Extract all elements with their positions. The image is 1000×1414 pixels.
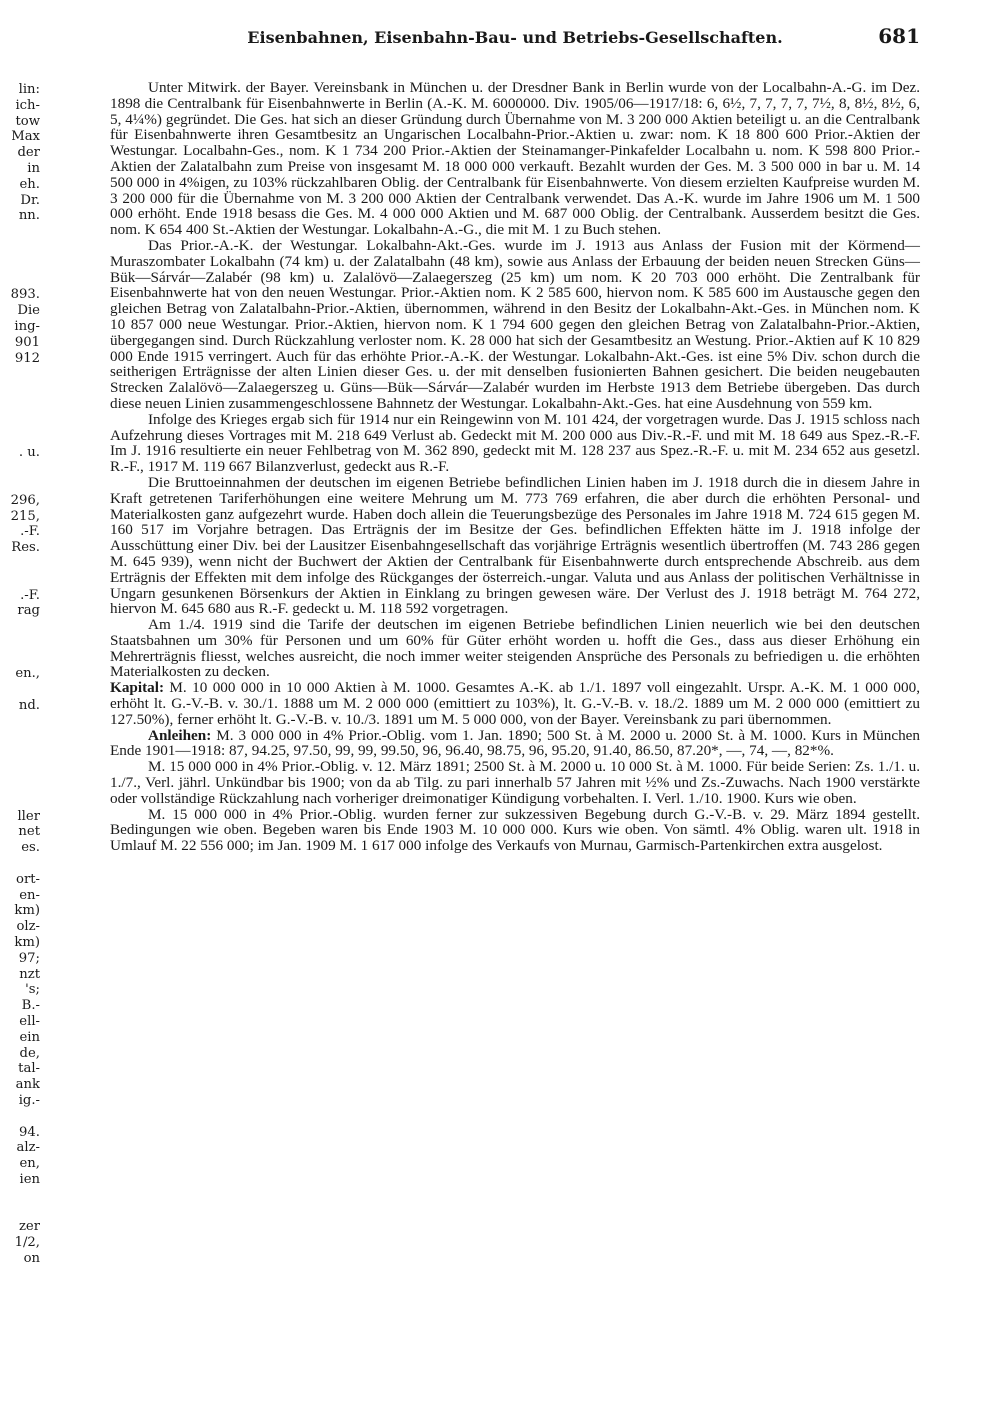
paragraph: Unter Mitwirk. der Bayer. Vereinsbank in München u. der Dresdner Bank in Berlin wurde von der Localbahn-A.-G. im Dez. 1898 die Centralbank für Eisenbahnwerte in Berlin (A.-K. M. 6000000. Div. 1905/06—1917/18: 6, 6½, 7, 7, 7, 7, 7½, 8, 8½, 8½, 6, 5, 4¼%) gegründet. Die Ges. hat sich an dieser Gründung durch Übernahme von M. 3 200 000 Aktien beteiligt u. an die Centralbank für Eisenbahnwerte ihren Gesamtbesitz an Ungarischen Localbahn-Prior.-Aktien u. zwar: nom. K 18 800 600 Prior.-Aktien der Westungar. Localbahn-Ges., nom. K 1 734 200 Prior.-Aktien der Steinamanger-Pinkafelder Localbahn u. nom. K 598 800 Prior.-Aktien der Zalatalbahn zum Preise von insgesamt M. 18 000 000 verkauft. Bezahlt wurden der Ges. M. 3 500 000 in bar u. M. 14 500 000 in 4%igen, zu 103% rückzahlbaren Oblig. der Centralbank für Eisenbahnwerte. Von diesem erzielten Kaufpreise wurden M. 3 200 000 für die Übernahme von M. 3 200 000 Aktien der Centralbank verwendet. Das A.-K. wurde im Jahre 1906 um M. 1 500 000 erhöht. Ende 1918 besass die Ges. M. 4 000 000 Aktien und M. 687 000 Oblig. der Centralbank. Ausserdem besitzt die Ges. nom. K 654 400 St.-Aktien der Westungar. Lokalbahn-A.-G., die mit M. 1 zu Buch stehen.: [110, 79, 920, 239]
margin-fragment: rag: [17, 603, 40, 619]
margin-fragment: [0, 1204, 40, 1220]
margin-fragment: ell-: [19, 1014, 40, 1030]
section-text: M. 3 000 000 in 4% Prior.-Oblig. vom 1. Jan. 1890; 500 St. à M. 2000 u. 2000 St. à M. 1000. Kurs in München Ende 1901—1918: 87, 94.25, 97.50, 99, 99, 99.50, 96, 96.40, 98.75, 96, 95.20, 91.40, 86.50, 87.20*, —, 74, —, 82*%.: [110, 726, 921, 760]
paragraph: Am 1./4. 1919 sind die Tarife der deutschen im eigenen Betriebe befindlichen Linien neuerlich wie bei den deutschen Staatsbahnen um 30% für Personen und um 60% für Güter erhöht worden u. hofft die Ges., dass aus dieser Erhöhung ein Mehrerträgnis fliesst, welches ausreicht, die noch immer weiter steigenden Ansprüche des Personals zu befriedigen u. die erhöhten Materialkosten zu decken.: [110, 616, 920, 681]
margin-fragment: [0, 730, 40, 746]
margin-fragment: de,: [19, 1045, 40, 1061]
margin-fragment: 's;: [25, 982, 40, 998]
margin-fragment: ort-: [16, 871, 40, 887]
margin-fragment: Die: [17, 303, 40, 319]
margin-fragment: [0, 556, 40, 572]
margin-fragment: [0, 793, 40, 809]
margin-fragment: nn.: [18, 208, 40, 224]
margin-fragment: [0, 414, 40, 430]
margin-fragment: Res.: [11, 540, 40, 556]
margin-fragment: 97;: [18, 950, 40, 966]
paragraph: Das Prior.-A.-K. der Westungar. Lokalbahn-Akt.-Ges. wurde im J. 1913 aus Anlass der Fusion mit der Körmend—Muraszombater Lokalbahn (74 km) u. der Zalatalbahn (48 km), sowie aus Anlass der Erbauung der beiden neuen Strecken Güns—Bük—Sárvár—Zalabér (98 km) u. Zalalövö—Zalaegerszeg (25 km) um nom. K 20 703 000 erhöht. Die Zentralbank für Eisenbahnwerte hat von den neuen Westungar. Prior.-Aktien nom. K 2 585 600, hiervon nom. K 585 600 im Austausche gegen den gleichen Betrag von Zalatalbahn-Prior.-Aktien, übernommen, während in den Besitz der Lokalbahn-Akt.-Ges. in München nom. K 10 857 000 neue Westungar. Prior.-Aktien, hiervon nom. K 1 794 600 gegen den gleichen Betrag von Zalatalbahn-Prior.-Aktien, übergegangen sind. Durch Rückzahlung verloster nom. K. 28 000 hat sich der Gesamtbesitz an Westung. Prior.-Aktien auf K 10 829 000 Ende 1915 verringert. Auch für das erhöhte Prior.-A.-K. der Westungar. Lokalbahn-Akt.-Ges. ist eine 5% Div. schon durch die seitherigen Erträgnisse der alten Linien dieser Ges. u. der mit denselben fusionierten Bahnen gesichert. Die beiden neugebauten Strecken Zalalövö—Zalaegerszeg u. Güns—Bük—Sárvár—Zalabér wurden im Herbste 1913 dem Betriebe übergeben. Das durch diese neuen Linien zusammengeschlossene Bahnnetz der Westungar. Lokalbahn-Akt.-Ges. hat eine Ausdehnung von 559 km.: [110, 236, 920, 412]
margin-fragment: . u.: [18, 445, 40, 461]
margin-fragment: 901: [14, 334, 40, 350]
margin-fragment: [0, 224, 40, 240]
margin-fragment: [0, 240, 40, 256]
margin-fragment: en-: [19, 887, 40, 903]
paragraph: Infolge des Krieges ergab sich für 1914 nur ein Reingewinn von M. 101 424, der vorgetragen wurde. Das J. 1915 schloss nach Aufzehrung dieses Vortrages mit M. 218 649 Verlust ab. Gedeckt mit M. 200 000 aus Div.-R.-F. und mit M. 18 649 aus Spez.-R.-F. Im J. 1916 resultierte ein neuer Fehlbetrag von M. 362 890, gedeckt mit M. 128 237 aus Spez.-R.-F. u. mit M. 234 652 aus gesetzl. R.-F., 1917 M. 119 667 Bilanzverlust, gedeckt aus R.-F.: [110, 410, 920, 476]
margin-fragment: [0, 382, 40, 398]
section-label: Anleihen:: [148, 726, 212, 744]
margin-fragment: net: [18, 824, 40, 840]
margin-fragment: der: [17, 145, 40, 161]
section-label: Kapital:: [110, 679, 165, 697]
margin-fragment: zer: [18, 1219, 40, 1235]
margin-fragment: in: [27, 160, 40, 176]
margin-fragment: [0, 777, 40, 793]
margin-fragment: ien: [19, 1171, 40, 1187]
margin-fragment: olz-: [16, 919, 40, 935]
margin-fragment: km): [14, 935, 40, 951]
margin-fragment: 893.: [10, 287, 40, 303]
running-header: Eisenbahnen, Eisenbahn-Bau- und Betriebs-Gesellschaften.: [247, 28, 783, 47]
margin-fragment: [0, 761, 40, 777]
margin-fragment: km): [14, 903, 40, 919]
margin-fragment: ing-: [14, 318, 40, 334]
kapital-paragraph: [110, 680, 920, 727]
margin-fragment: .-F.: [20, 524, 40, 540]
margin-fragment: [0, 461, 40, 477]
margin-fragment: [0, 572, 40, 588]
margin-fragment: ich-: [15, 97, 40, 113]
margin-fragment: Max: [11, 129, 40, 145]
margin-fragment: [0, 714, 40, 730]
section-text: M. 10 000 000 in 10 000 Aktien à M. 1000. Gesamtes A.-K. ab 1./1. 1897 voll eingezahlt. Urspr. A.-K. M. 1 000 000, erhöht lt. G.-V.-B. v. 30./1. 1888 um M. 2 000 000 (emittiert zu 103%), lt. G.-V.-B. v. 18./2. 1889 um M. 2 000 000 (emittiert zu 127.50%), ferner erhöht lt. G.-V.-B. v. 10./3. 1891 um M. 5 000 000, von der Bayer. Vereinsbank zu pari übernommen.: [110, 679, 920, 728]
page-number: 681: [878, 24, 920, 48]
margin-fragment: on: [23, 1250, 40, 1266]
margin-fragment: [0, 635, 40, 651]
paragraph: M. 15 000 000 in 4% Prior.-Oblig. v. 12. März 1891; 2500 St. à M. 2000 u. 10 000 St. à M. 1000. Für beide Serien: Zs. 1./1. u. 1./7., Verl. jährl. Unkündbar bis 1900; von da ab Tilg. zu pari innerhalb 57 Jahren mit ½% und Zs.-Zuwachs. Nach 1900 verstärkte oder vollständige Rückzahlung nach vorheriger dreimonatiger Kündigung vorbehalten. I. Verl. 1./10. 1900. Kurs wie oben.: [110, 758, 920, 807]
margin-fragment: .-F.: [20, 587, 40, 603]
anleihen-paragraph: [110, 728, 920, 760]
margin-fragment: [0, 682, 40, 698]
margin-fragment: [0, 366, 40, 382]
margin-fragment: [0, 256, 40, 272]
margin-fragment: ein: [19, 1029, 40, 1045]
margin-fragment: [0, 651, 40, 667]
margin-fragment: nzt: [19, 966, 40, 982]
margin-fragment: [0, 1188, 40, 1204]
margin-fragment: tal-: [18, 1061, 40, 1077]
margin-fragment: [0, 430, 40, 446]
margin-fragment: 296,: [10, 492, 40, 508]
margin-fragment: [0, 398, 40, 414]
margin-fragment: 1/2,: [14, 1235, 40, 1251]
margin-fragment: [0, 619, 40, 635]
margin-fragment: 215,: [10, 508, 40, 524]
left-margin-column: [0, 82, 40, 1267]
margin-fragment: tow: [15, 113, 40, 129]
margin-fragment: es.: [21, 840, 40, 856]
paragraph: Die Bruttoeinnahmen der deutschen im eigenen Betriebe befindlichen Linien haben im J. 1918 durch die in diesem Jahre in Kraft getretenen Tariferhöhungen eine weitere Mehrung um M. 773 769 erfahren, die aber durch die erhöhten Personal- und Materialkosten ganz aufgezehrt wurde. Haben doch allein die Teuerungsbezüge des Personales im Jahre 1918 M. 724 615 gegen M. 160 517 im Vorjahre betragen. Das Erträgnis der im Besitze der Ges. befindlichen Effekten hätte im J. 1918 infolge der Ausschüttung einer Div. bei der Lausitzer Eisenbahngesellschaft das vorjährige Erträgnis wesentlich übertroffen (M. 743 286 gegen M. 645 939), wenn nicht der Buchwert der Aktien der Centralbank für Eisenbahnwerte durch entsprechende Abschreib. aus dem Erträgnis der Effekten mit dem infolge des Rückganges der österreich.-ungar. Valuta und aus Anlass der politischen Verhältnisse in Ungarn gesunkenen Börsenkurs der Aktien in Einklang zu bringen gewesen wäre. Der Verlust des J. 1918 beträgt M. 764 272, hiervon M. 645 680 aus R.-F. gedeckt u. M. 118 592 vorgetragen.: [110, 473, 920, 618]
margin-fragment: [0, 1109, 40, 1125]
margin-fragment: lin:: [18, 82, 40, 97]
margin-fragment: nd.: [18, 698, 40, 714]
margin-fragment: en,: [19, 1156, 40, 1172]
body-text: [110, 80, 920, 854]
margin-fragment: alz-: [16, 1140, 40, 1156]
margin-fragment: eh.: [19, 176, 40, 192]
margin-fragment: ller: [17, 808, 40, 824]
margin-fragment: [0, 477, 40, 493]
margin-fragment: en.,: [15, 666, 40, 682]
margin-fragment: 94.: [19, 1124, 40, 1140]
paragraph: M. 15 000 000 in 4% Prior.-Oblig. wurden ferner zur sukzessiven Begebung durch G.-V.-B. v. 29. März 1894 gestellt. Bedingungen wie oben. Begeben waren bis Ende 1903 M. 10 000 000. Kurs wie oben. Von sämtl. 4% Oblig. waren ult. 1918 in Umlauf M. 22 556 000; im Jan. 1909 M. 1 617 000 infolge des Verkaufs von Murnau, Garmisch-Partenkirchen extra ausgelost.: [110, 805, 920, 855]
margin-fragment: B.-: [21, 998, 40, 1014]
margin-fragment: [0, 745, 40, 761]
margin-fragment: [0, 272, 40, 288]
margin-fragment: [0, 856, 40, 872]
margin-fragment: 912: [14, 350, 40, 366]
margin-fragment: ank: [15, 1077, 40, 1093]
margin-fragment: Dr.: [20, 192, 40, 208]
margin-fragment: ig.-: [18, 1093, 40, 1108]
